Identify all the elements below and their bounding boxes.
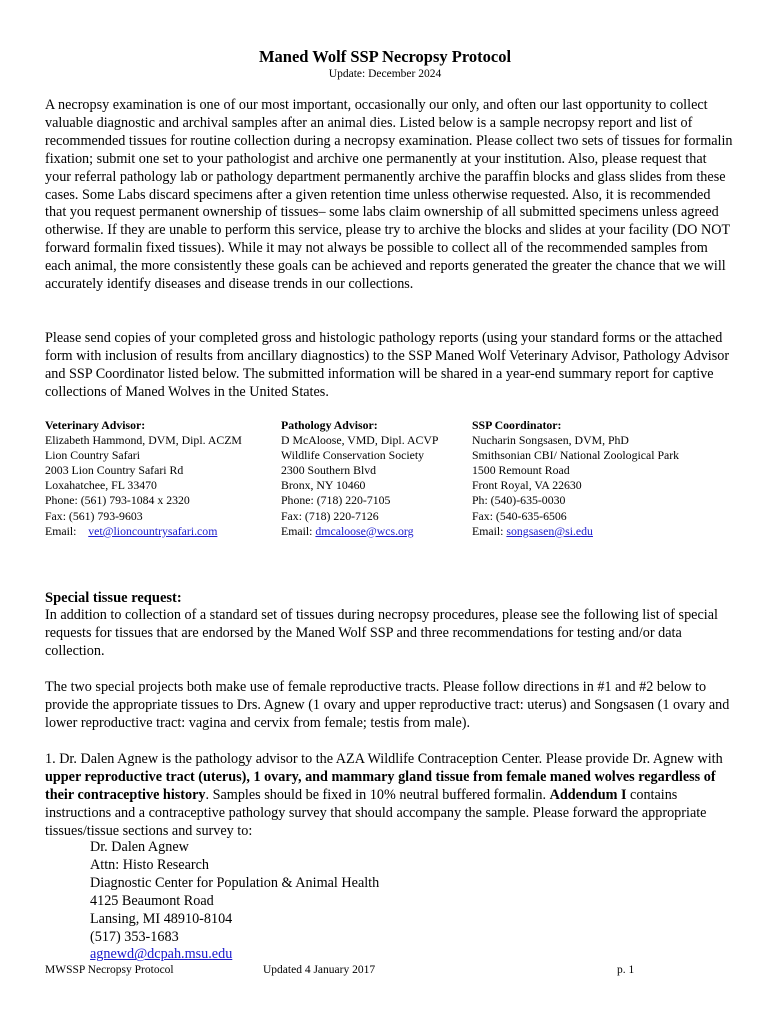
pathology-advisor-header: Pathology Advisor: (281, 418, 378, 432)
vet-line: Phone: (561) 793-1084 x 2320 (45, 493, 190, 508)
ssp-email-row (472, 524, 679, 539)
ssp-line: 1500 Remount Road (472, 463, 570, 478)
email-label: Email: (45, 523, 77, 538)
vet-line: 2003 Lion Country Safari Rd (45, 463, 184, 478)
ssp-email-link[interactable]: songsasen@si.edu (506, 523, 593, 538)
address-email-link[interactable]: agnewd@dcpah.msu.edu (90, 946, 233, 963)
mailing-address (90, 839, 379, 964)
vet-advisor-contact (45, 418, 242, 539)
vet-email-row (45, 524, 242, 539)
path-line: 2300 Southern Blvd (281, 463, 377, 478)
vet-line: Elizabeth Hammond, DVM, Dipl. ACZM (45, 433, 242, 448)
vet-line: Fax: (561) 793-9603 (45, 508, 143, 523)
address-line: Dr. Dalen Agnew (90, 839, 189, 855)
ssp-coordinator-header: SSP Coordinator: (472, 418, 562, 432)
ssp-line: Ph: (540)-635-0030 (472, 493, 566, 508)
path-line: Bronx, NY 10460 (281, 478, 366, 493)
email-label: Email: (281, 523, 313, 538)
path-line: Fax: (718) 220-7126 (281, 508, 379, 523)
special-paragraph-3 (45, 751, 735, 841)
p3-text: contains instructions and a contraceptive pathology survey that should accompany the sample. Please forward the appropriate tissues/tissue sections and survey to: (45, 786, 707, 839)
path-email-link[interactable]: dmcaloose@wcs.org (315, 523, 414, 538)
ssp-line: Fax: (540-635-6506 (472, 508, 567, 523)
path-email-row (281, 524, 438, 539)
p3-text: 1. Dr. Dalen Agnew is the pathology advisor to the AZA Wildlife Contraception Center. Please provide Dr. Agnew with (45, 751, 723, 767)
address-line: Diagnostic Center for Population & Animal Health (90, 874, 380, 891)
intro-paragraph: A necropsy examination is one of our most important, occasionally our only, and often our last opportunity to collect valuable diagnostic and archival samples after an animal dies. Listed below is a sample necropsy report and list of recommended tissues for routine collection during a necropsy examination. Please collect two sets of tissues for formalin fixation; submit one set to your pathologist and archive one permanently at your institution. Also, please request that your referral pathology lab or pathology department permanently archive the paraffin blocks and glass slides from these cases. Some Labs discard specimens after a given retention time unless otherwise requested. Also, it is recommended that you request permanent ownership of tissues– some labs claim ownership of all submitted specimens unless agreed otherwise. If they are unable to perform this service, please try to archive the blocks and slides at your facility (DO NOT forward formalin fixed tissues). While it may not always be possible to collect all of the recommended samples from each animal, the more consistently these goals can be achieved and reports generated the greater the chance that we will accurately identify diseases and disease trends in our collections. (45, 97, 733, 293)
vet-line: Loxahatchee, FL 33470 (45, 478, 157, 493)
special-paragraph-1: In addition to collection of a standard set of tissues during necropsy procedures, please see the following list of special requests for tissues that are endorsed by the Maned Wolf SSP and three recommendations for testing and/or data collection. (45, 607, 718, 659)
ssp-line: Nucharin Songsasen, DVM, PhD (472, 433, 629, 448)
update-date: Update: December 2024 (328, 68, 442, 80)
ssp-coordinator-contact (472, 418, 679, 539)
vet-email-link[interactable]: vet@lioncountrysafari.com (88, 523, 218, 538)
address-line: Lansing, MI 48910-8104 (90, 910, 233, 927)
p3-bold-addendum: Addendum I (549, 786, 627, 803)
email-label: Email: (472, 523, 504, 538)
path-line: D McAloose, VMD, Dipl. ACVP (281, 433, 439, 448)
special-tissue-heading: Special tissue request: (45, 590, 182, 606)
footer-left: MWSSP Necropsy Protocol (45, 964, 174, 976)
p3-bold-tissues: upper reproductive tract (uterus), 1 ovary, and mammary gland tissue from female maned wolves regardless of their contraceptive history (45, 768, 716, 803)
footer-center: Updated 4 January 2017 (263, 964, 376, 976)
footer-page-number: p. 1 (617, 964, 635, 976)
address-line: Attn: Histo Research (90, 856, 209, 873)
vet-advisor-header: Veterinary Advisor: (45, 418, 146, 432)
address-line: (517) 353-1683 (90, 928, 179, 945)
p3-text: . Samples should be fixed in 10% neutral buffered formalin. (205, 786, 550, 803)
vet-line: Lion Country Safari (45, 448, 141, 463)
ssp-line: Smithsonian CBI/ National Zoological Park (472, 448, 680, 463)
special-paragraph-2: The two special projects both make use of female reproductive tracts. Please follow directions in #1 and #2 below to provide the appropriate tissues to Drs. Agnew (1 ovary and upper reproductive tract: uterus) and Songsasen (1 ovary and lower reproductive tract: vagina and cervix from female; testis from male). (45, 679, 730, 731)
send-paragraph: Please send copies of your completed gross and histologic pathology reports (using your standard forms or the attached form with inclusion of results from ancillary diagnostics) to the SSP Maned Wolf Veterinary Advisor, Pathology Advisor and SSP Coordinator listed below. The submitted information will be shared in a year-end summary report for captive collections of Maned Wolves in the United States. (45, 330, 730, 400)
pathology-advisor-contact (281, 418, 438, 539)
path-line: Wildlife Conservation Society (281, 448, 425, 463)
page-title: Maned Wolf SSP Necropsy Protocol (258, 47, 512, 66)
ssp-line: Front Royal, VA 22630 (472, 478, 582, 493)
address-line: 4125 Beaumont Road (90, 892, 214, 909)
path-line: Phone: (718) 220-7105 (281, 493, 391, 508)
